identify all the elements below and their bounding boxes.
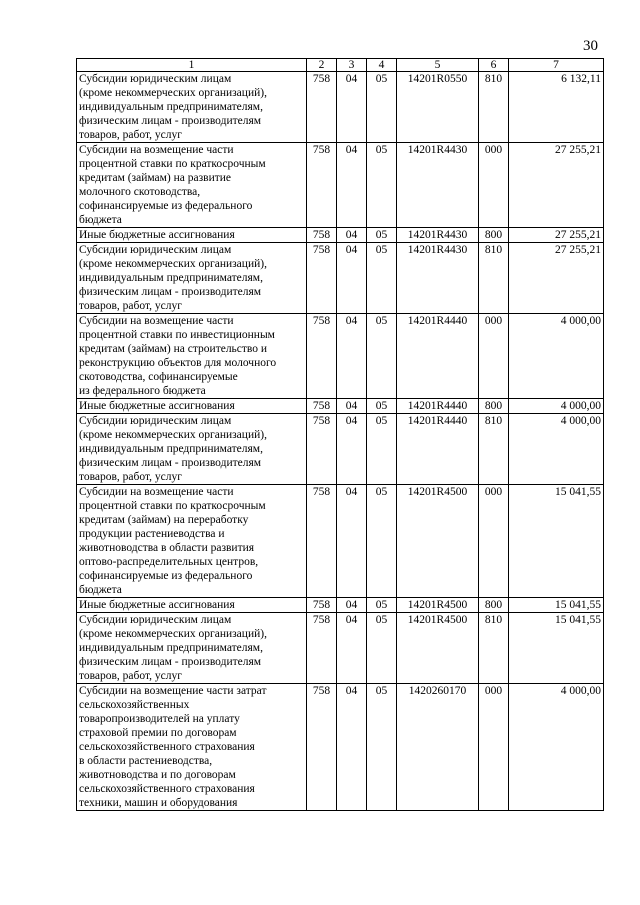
row-expense-type: 800 <box>479 399 509 414</box>
row-amount: 4 000,00 <box>509 314 604 399</box>
row-amount: 27 255,21 <box>509 143 604 228</box>
header-cell: 4 <box>367 59 397 72</box>
row-expense-type: 810 <box>479 72 509 143</box>
row-amount: 4 000,00 <box>509 684 604 811</box>
row-amount: 6 132,11 <box>509 72 604 143</box>
table-row <box>77 72 604 143</box>
row-description: Иные бюджетные ассигнования <box>77 598 307 613</box>
row-description: Иные бюджетные ассигнования <box>77 228 307 243</box>
row-description: Субсидии на возмещение части процентной ставки по краткосрочным кредитам (займам) на развитие молочного скотоводства, софинансируемые из федерального бюджета <box>77 143 307 228</box>
row-expense-type: 810 <box>479 613 509 684</box>
row-admin-code: 758 <box>307 414 337 485</box>
table-row <box>77 598 604 613</box>
row-admin-code: 758 <box>307 314 337 399</box>
row-expense-type: 000 <box>479 314 509 399</box>
row-admin-code: 758 <box>307 243 337 314</box>
row-expense-type: 810 <box>479 414 509 485</box>
header-cell: 2 <box>307 59 337 72</box>
row-admin-code: 758 <box>307 598 337 613</box>
budget-table <box>76 58 604 811</box>
row-target-article: 14201R4440 <box>397 314 479 399</box>
row-section: 04 <box>337 399 367 414</box>
row-subsection: 05 <box>367 598 397 613</box>
row-description: Субсидии юридическим лицам (кроме некоммерческих организаций), индивидуальным предпринимателям, физическим лицам - производителям товаров, работ, услуг <box>77 72 307 143</box>
row-section: 04 <box>337 485 367 598</box>
row-target-article: 14201R4430 <box>397 228 479 243</box>
header-cell: 3 <box>337 59 367 72</box>
row-subsection: 05 <box>367 72 397 143</box>
row-target-article: 14201R4430 <box>397 243 479 314</box>
row-expense-type: 800 <box>479 598 509 613</box>
row-description: Субсидии юридическим лицам (кроме некоммерческих организаций), индивидуальным предпринимателям, физическим лицам - производителям товаров, работ, услуг <box>77 414 307 485</box>
row-amount: 27 255,21 <box>509 243 604 314</box>
row-section: 04 <box>337 228 367 243</box>
row-target-article: 14201R4500 <box>397 485 479 598</box>
header-cell: 6 <box>479 59 509 72</box>
row-section: 04 <box>337 243 367 314</box>
row-admin-code: 758 <box>307 228 337 243</box>
header-cell: 1 <box>77 59 307 72</box>
row-amount: 15 041,55 <box>509 485 604 598</box>
row-target-article: 14201R4500 <box>397 613 479 684</box>
row-admin-code: 758 <box>307 143 337 228</box>
table-row <box>77 485 604 598</box>
row-subsection: 05 <box>367 228 397 243</box>
row-section: 04 <box>337 684 367 811</box>
row-admin-code: 758 <box>307 613 337 684</box>
row-expense-type: 810 <box>479 243 509 314</box>
row-target-article: 14201R4500 <box>397 598 479 613</box>
row-description: Субсидии на возмещение части процентной ставки по инвестиционным кредитам (займам) на строительство и реконструкцию объектов для молочного скотоводства, софинансируемые из федерального бюджета <box>77 314 307 399</box>
page-number: 30 <box>583 38 598 54</box>
header-cell: 5 <box>397 59 479 72</box>
row-amount: 4 000,00 <box>509 414 604 485</box>
row-subsection: 05 <box>367 314 397 399</box>
header-row <box>77 59 604 72</box>
table-row <box>77 399 604 414</box>
table-row <box>77 613 604 684</box>
row-expense-type: 800 <box>479 228 509 243</box>
row-amount: 4 000,00 <box>509 399 604 414</box>
row-admin-code: 758 <box>307 485 337 598</box>
header-cell: 7 <box>509 59 604 72</box>
row-section: 04 <box>337 414 367 485</box>
row-amount: 15 041,55 <box>509 613 604 684</box>
row-subsection: 05 <box>367 684 397 811</box>
row-description: Субсидии юридическим лицам (кроме некоммерческих организаций), индивидуальным предпринимателям, физическим лицам - производителям товаров, работ, услуг <box>77 243 307 314</box>
row-expense-type: 000 <box>479 485 509 598</box>
row-target-article: 14201R4440 <box>397 414 479 485</box>
row-expense-type: 000 <box>479 143 509 228</box>
row-section: 04 <box>337 598 367 613</box>
row-amount: 15 041,55 <box>509 598 604 613</box>
row-target-article: 14201R0550 <box>397 72 479 143</box>
row-admin-code: 758 <box>307 684 337 811</box>
row-description: Субсидии на возмещение части затрат сельскохозяйственных товаропроизводителей на уплату страховой премии по договорам сельскохозяйственного страхования в области растениеводства, животноводства и по договорам сельскохозяйственного страхования техники, машин и оборудования <box>77 684 307 811</box>
row-subsection: 05 <box>367 243 397 314</box>
row-description: Иные бюджетные ассигнования <box>77 399 307 414</box>
row-target-article: 14201R4430 <box>397 143 479 228</box>
row-subsection: 05 <box>367 485 397 598</box>
row-section: 04 <box>337 314 367 399</box>
table-row <box>77 143 604 228</box>
table-row <box>77 314 604 399</box>
row-section: 04 <box>337 72 367 143</box>
row-subsection: 05 <box>367 613 397 684</box>
row-section: 04 <box>337 613 367 684</box>
row-target-article: 14201R4440 <box>397 399 479 414</box>
row-expense-type: 000 <box>479 684 509 811</box>
table-body <box>77 72 604 811</box>
row-subsection: 05 <box>367 143 397 228</box>
row-description: Субсидии на возмещение части процентной ставки по краткосрочным кредитам (займам) на переработку продукции растениеводства и животноводства в области развития оптово-распределительных центров, софинансируемые из федерального бюджета <box>77 485 307 598</box>
row-admin-code: 758 <box>307 399 337 414</box>
table-row <box>77 243 604 314</box>
row-subsection: 05 <box>367 414 397 485</box>
table-row <box>77 414 604 485</box>
table-row <box>77 228 604 243</box>
row-amount: 27 255,21 <box>509 228 604 243</box>
row-section: 04 <box>337 143 367 228</box>
row-target-article: 1420260170 <box>397 684 479 811</box>
table-row <box>77 684 604 811</box>
row-subsection: 05 <box>367 399 397 414</box>
row-admin-code: 758 <box>307 72 337 143</box>
row-description: Субсидии юридическим лицам (кроме некоммерческих организаций), индивидуальным предпринимателям, физическим лицам - производителям товаров, работ, услуг <box>77 613 307 684</box>
